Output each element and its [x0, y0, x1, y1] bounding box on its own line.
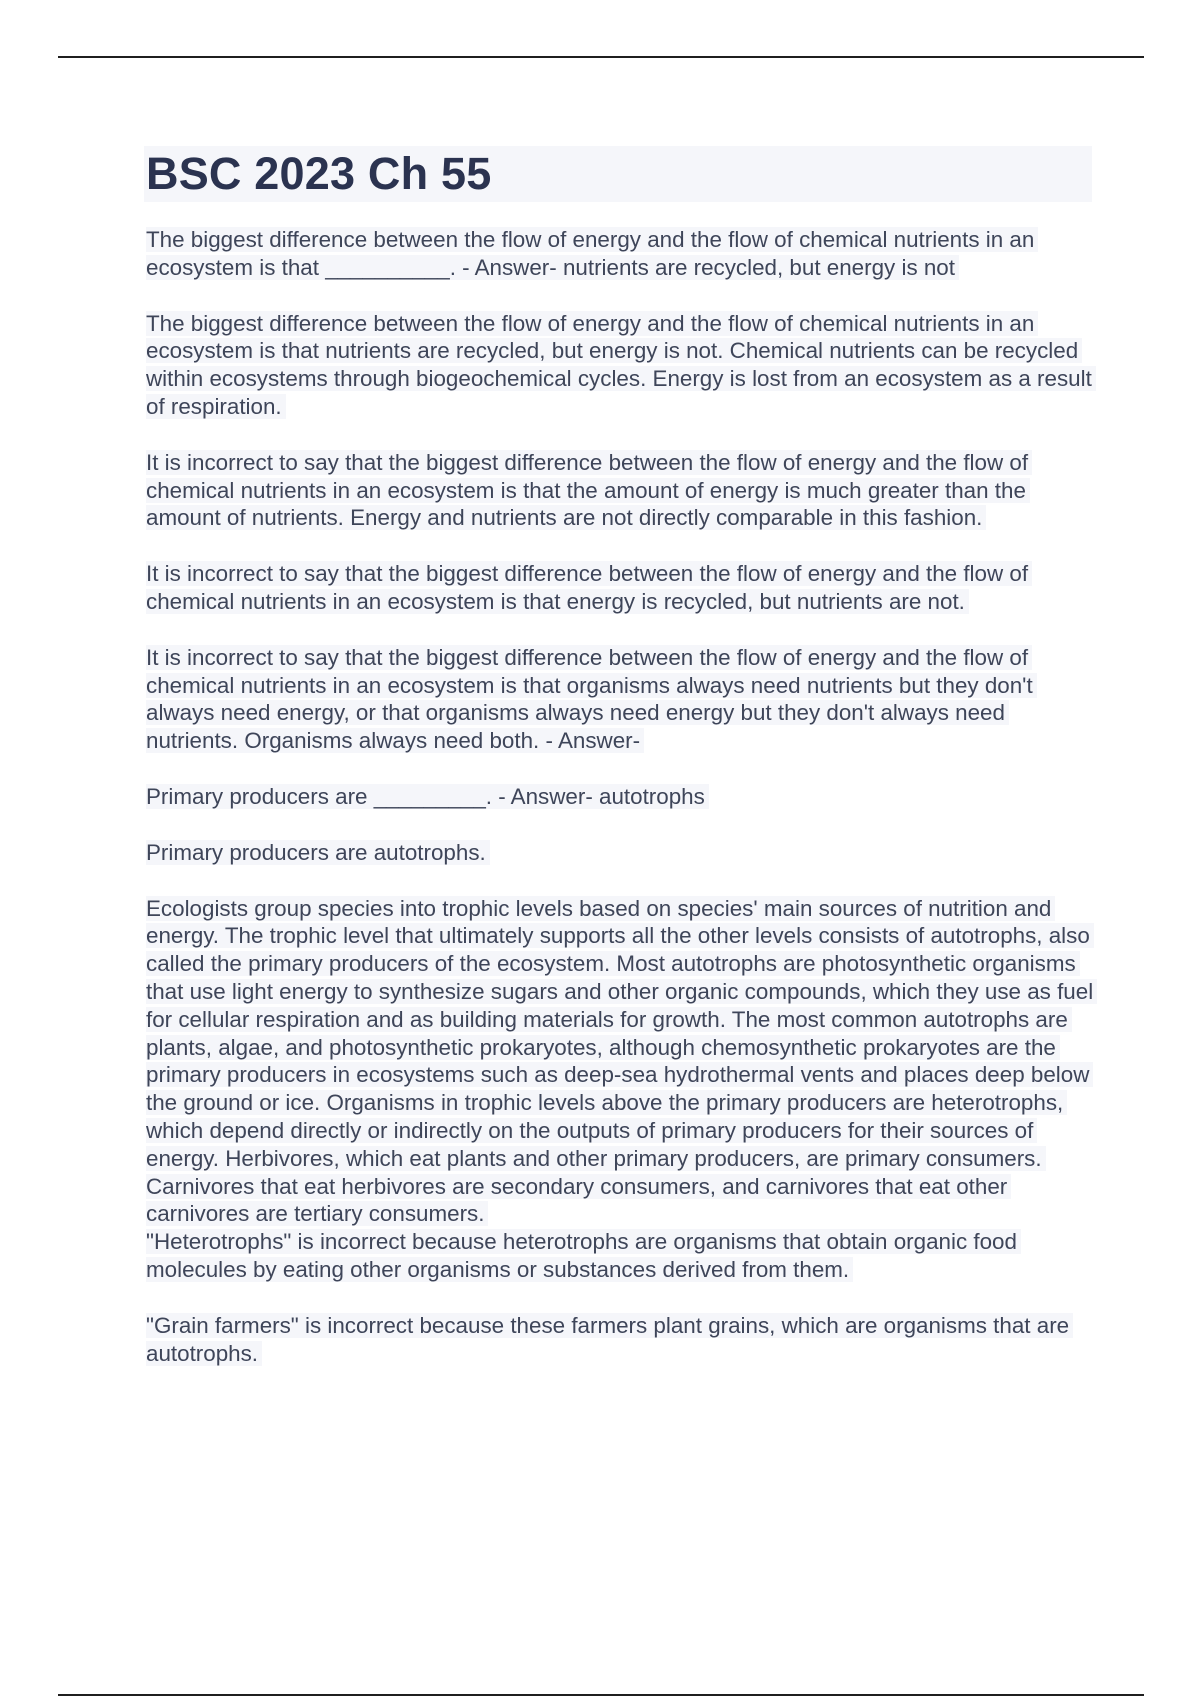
paragraph [146, 644, 1096, 755]
paragraph [146, 226, 1096, 282]
paragraph [146, 560, 1096, 616]
paragraph [146, 783, 1096, 811]
bottom-rule [58, 1694, 1144, 1696]
paragraph-text: It is incorrect to say that the biggest difference between the flow of energy and the flow of chemical nutrients in an ecosystem is that the amount of energy is much greater than the amount of nutrients. Energy and nutrients are not directly comparable in this fashion. [146, 450, 1032, 531]
paragraph-text: "Heterotrophs" is incorrect because heterotrophs are organisms that obtain organic food molecules by eating other organisms or substances derived from them. [146, 1229, 1021, 1282]
page-title: BSC 2023 Ch 55 [146, 148, 492, 199]
paragraph-text: It is incorrect to say that the biggest difference between the flow of energy and the flow of chemical nutrients in an ecosystem is that organisms always need nutrients but they don't always need energy, or that organisms always need energy but they don't always need nutrients. Organisms always need both. - Answer- [146, 645, 1037, 753]
paragraph-text: Ecologists group species into trophic levels based on species' main sources of nutrition and energy. The trophic level that ultimately supports all the other levels consists of autotrophs, also called the primary producers of the ecosystem. Most autotrophs are photosynthetic organisms that use light energy to synthesize sugars and other organic compounds, which they use as fuel for cellular respiration and as building materials for growth. The most common autotrophs are plants, algae, and photosynthetic prokaryotes, although chemosynthetic prokaryotes are the primary producers in ecosystems such as deep-sea hydrothermal vents and places deep below the ground or ice. Organisms in trophic levels above the primary producers are heterotrophs, which depend directly or indirectly on the outputs of primary producers for their sources of energy. Herbivores, which eat plants and other primary producers, are primary consumers. Carnivores that eat herbivores are secondary consumers, and carnivores that eat other carnivores are tertiary consumers. [146, 896, 1097, 1227]
paragraph-text: "Grain farmers" is incorrect because these farmers plant grains, which are organisms that are autotrophs. [146, 1313, 1073, 1366]
top-rule [58, 56, 1144, 58]
paragraph-text: The biggest difference between the flow of energy and the flow of chemical nutrients in an ecosystem is that nutrients are recycled, but energy is not. Chemical nutrients can be recycled within ecosystems through biogeochemical cycles. Energy is lost from an ecosystem as a result of respiration. [146, 311, 1096, 419]
paragraph [146, 310, 1096, 421]
paragraph [146, 1312, 1096, 1368]
paragraph [146, 1228, 1096, 1284]
paragraph-text: The biggest difference between the flow of energy and the flow of chemical nutrients in an ecosystem is that __________. - Answer- nutrients are recycled, but energy is not [146, 227, 1038, 280]
paragraph-text: Primary producers are _________. - Answer- autotrophs [146, 784, 709, 809]
paragraph-text: It is incorrect to say that the biggest difference between the flow of energy and the flow of chemical nutrients in an ecosystem is that energy is recycled, but nutrients are not. [146, 561, 1032, 614]
document-body [146, 226, 1096, 1395]
paragraph [146, 449, 1096, 532]
paragraph [146, 839, 1096, 867]
paragraph [146, 895, 1096, 1229]
paragraph-text: Primary producers are autotrophs. [146, 840, 490, 865]
